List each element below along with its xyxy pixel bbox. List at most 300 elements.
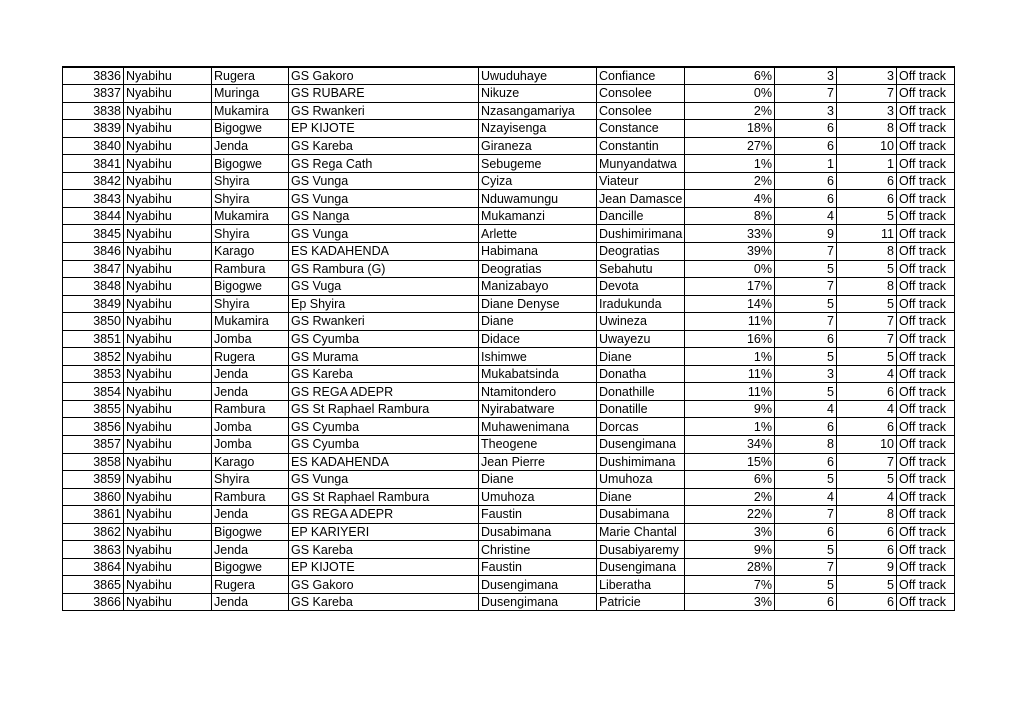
cell-sector: Jomba [212,435,289,453]
cell-status: Off track [897,85,955,103]
table-row [63,313,955,331]
cell-sector: Jomba [212,330,289,348]
table-row [63,172,955,190]
cell-count-b: 7 [837,313,897,331]
cell-count-a: 7 [775,506,837,524]
cell-school: GS Vunga [289,172,479,190]
cell-first-name: Constantin [597,137,685,155]
cell-row-id: 3850 [63,313,124,331]
cell-status: Off track [897,172,955,190]
cell-school: ES KADAHENDA [289,242,479,260]
cell-percent: 11% [685,365,775,383]
table-row [63,190,955,208]
cell-school: GS Rwankeri [289,313,479,331]
cell-count-a: 4 [775,488,837,506]
cell-first-name: Dusengimana [597,558,685,576]
cell-status: Off track [897,541,955,559]
table-row [63,120,955,138]
cell-count-a: 3 [775,102,837,120]
cell-school: Ep Shyira [289,295,479,313]
cell-percent: 1% [685,418,775,436]
cell-last-name: Diane [479,313,597,331]
table-row [63,471,955,489]
cell-count-a: 5 [775,260,837,278]
cell-last-name: Diane Denyse [479,295,597,313]
cell-first-name: Deogratias [597,242,685,260]
cell-first-name: Dusengimana [597,435,685,453]
table-row [63,225,955,243]
cell-row-id: 3840 [63,137,124,155]
cell-sector: Jenda [212,506,289,524]
cell-status: Off track [897,295,955,313]
cell-school: GS Murama [289,348,479,366]
cell-school: GS Kareba [289,541,479,559]
cell-count-a: 8 [775,435,837,453]
cell-last-name: Nzasangamariya [479,102,597,120]
cell-count-b: 4 [837,488,897,506]
cell-first-name: Dusabimana [597,506,685,524]
cell-status: Off track [897,453,955,471]
cell-district: Nyabihu [124,365,212,383]
cell-count-a: 5 [775,541,837,559]
cell-percent: 18% [685,120,775,138]
cell-percent: 6% [685,67,775,85]
cell-count-b: 6 [837,172,897,190]
table-row [63,330,955,348]
table-row [63,365,955,383]
cell-status: Off track [897,242,955,260]
cell-sector: Rugera [212,67,289,85]
cell-district: Nyabihu [124,593,212,611]
cell-district: Nyabihu [124,102,212,120]
cell-first-name: Donatha [597,365,685,383]
cell-last-name: Mukamanzi [479,207,597,225]
cell-row-id: 3862 [63,523,124,541]
cell-last-name: Dusabimana [479,523,597,541]
cell-last-name: Dusengimana [479,593,597,611]
cell-sector: Shyira [212,190,289,208]
cell-percent: 3% [685,523,775,541]
cell-count-a: 6 [775,137,837,155]
cell-percent: 34% [685,435,775,453]
table-row [63,488,955,506]
cell-count-b: 6 [837,523,897,541]
cell-row-id: 3848 [63,278,124,296]
table-row [63,295,955,313]
data-table [62,66,955,611]
cell-percent: 4% [685,190,775,208]
cell-district: Nyabihu [124,400,212,418]
cell-first-name: Donatille [597,400,685,418]
cell-sector: Mukamira [212,102,289,120]
cell-first-name: Dusabiyaremy [597,541,685,559]
cell-district: Nyabihu [124,418,212,436]
cell-count-b: 8 [837,120,897,138]
cell-count-b: 10 [837,435,897,453]
cell-row-id: 3857 [63,435,124,453]
cell-district: Nyabihu [124,260,212,278]
cell-first-name: Sebahutu [597,260,685,278]
cell-count-b: 8 [837,278,897,296]
cell-row-id: 3858 [63,453,124,471]
table-row [63,348,955,366]
cell-percent: 14% [685,295,775,313]
cell-status: Off track [897,435,955,453]
cell-count-a: 3 [775,67,837,85]
spreadsheet-page [62,66,954,611]
cell-school: GS Kareba [289,593,479,611]
cell-row-id: 3853 [63,365,124,383]
cell-last-name: Theogene [479,435,597,453]
cell-sector: Muringa [212,85,289,103]
table-row [63,278,955,296]
cell-percent: 2% [685,488,775,506]
cell-count-a: 6 [775,453,837,471]
cell-district: Nyabihu [124,330,212,348]
cell-status: Off track [897,523,955,541]
cell-count-a: 4 [775,400,837,418]
cell-count-a: 5 [775,383,837,401]
cell-last-name: Ntamitondero [479,383,597,401]
cell-row-id: 3861 [63,506,124,524]
cell-school: GS Gakoro [289,67,479,85]
cell-sector: Bigogwe [212,155,289,173]
cell-status: Off track [897,471,955,489]
table-row [63,576,955,594]
cell-last-name: Christine [479,541,597,559]
cell-school: GS REGA ADEPR [289,383,479,401]
cell-first-name: Munyandatwa [597,155,685,173]
cell-last-name: Giraneza [479,137,597,155]
cell-district: Nyabihu [124,295,212,313]
cell-status: Off track [897,488,955,506]
cell-first-name: Uwineza [597,313,685,331]
cell-school: GS Rambura (G) [289,260,479,278]
cell-count-b: 6 [837,593,897,611]
cell-last-name: Habimana [479,242,597,260]
cell-row-id: 3865 [63,576,124,594]
cell-last-name: Nikuze [479,85,597,103]
cell-status: Off track [897,365,955,383]
cell-school: GS Vunga [289,225,479,243]
table-row [63,558,955,576]
table-row [63,137,955,155]
cell-count-b: 11 [837,225,897,243]
cell-status: Off track [897,313,955,331]
cell-status: Off track [897,207,955,225]
cell-sector: Shyira [212,172,289,190]
table-row [63,541,955,559]
cell-first-name: Devota [597,278,685,296]
cell-school: GS Cyumba [289,418,479,436]
cell-row-id: 3856 [63,418,124,436]
table-row [63,67,955,85]
cell-school: GS REGA ADEPR [289,506,479,524]
cell-first-name: Diane [597,488,685,506]
cell-count-a: 5 [775,295,837,313]
cell-count-b: 8 [837,242,897,260]
cell-count-a: 7 [775,242,837,260]
cell-first-name: Dancille [597,207,685,225]
cell-sector: Shyira [212,225,289,243]
cell-school: GS RUBARE [289,85,479,103]
cell-percent: 27% [685,137,775,155]
cell-district: Nyabihu [124,541,212,559]
cell-sector: Rugera [212,576,289,594]
cell-percent: 9% [685,541,775,559]
cell-percent: 2% [685,102,775,120]
cell-count-a: 5 [775,576,837,594]
cell-last-name: Uwuduhaye [479,67,597,85]
cell-sector: Bigogwe [212,523,289,541]
cell-count-b: 6 [837,383,897,401]
cell-school: ES KADAHENDA [289,453,479,471]
cell-district: Nyabihu [124,435,212,453]
cell-percent: 11% [685,313,775,331]
cell-sector: Jomba [212,418,289,436]
cell-percent: 15% [685,453,775,471]
cell-count-b: 6 [837,541,897,559]
cell-school: EP KIJOTE [289,120,479,138]
cell-count-b: 1 [837,155,897,173]
cell-district: Nyabihu [124,471,212,489]
cell-count-b: 8 [837,506,897,524]
cell-district: Nyabihu [124,506,212,524]
cell-percent: 8% [685,207,775,225]
cell-district: Nyabihu [124,453,212,471]
cell-district: Nyabihu [124,523,212,541]
cell-sector: Bigogwe [212,278,289,296]
cell-percent: 1% [685,348,775,366]
cell-count-b: 7 [837,453,897,471]
cell-count-b: 6 [837,190,897,208]
cell-count-b: 5 [837,295,897,313]
cell-school: EP KIJOTE [289,558,479,576]
table-row [63,207,955,225]
cell-first-name: Consolee [597,85,685,103]
cell-school: GS Nanga [289,207,479,225]
cell-sector: Rambura [212,260,289,278]
cell-first-name: Donathille [597,383,685,401]
cell-school: GS Vuga [289,278,479,296]
cell-last-name: Deogratias [479,260,597,278]
cell-sector: Karago [212,453,289,471]
cell-count-b: 5 [837,576,897,594]
cell-status: Off track [897,155,955,173]
cell-district: Nyabihu [124,225,212,243]
cell-count-a: 6 [775,593,837,611]
cell-row-id: 3847 [63,260,124,278]
cell-sector: Karago [212,242,289,260]
cell-count-b: 10 [837,137,897,155]
cell-district: Nyabihu [124,67,212,85]
cell-district: Nyabihu [124,85,212,103]
cell-count-a: 6 [775,120,837,138]
cell-last-name: Nduwamungu [479,190,597,208]
cell-count-a: 3 [775,365,837,383]
cell-count-a: 6 [775,418,837,436]
cell-sector: Jenda [212,365,289,383]
cell-count-b: 6 [837,418,897,436]
cell-percent: 16% [685,330,775,348]
cell-row-id: 3851 [63,330,124,348]
table-body [63,67,955,611]
cell-district: Nyabihu [124,383,212,401]
cell-sector: Rambura [212,400,289,418]
cell-last-name: Faustin [479,506,597,524]
cell-school: GS St Raphael Rambura [289,488,479,506]
cell-row-id: 3836 [63,67,124,85]
cell-school: GS St Raphael Rambura [289,400,479,418]
cell-count-a: 5 [775,471,837,489]
cell-last-name: Manizabayo [479,278,597,296]
cell-percent: 7% [685,576,775,594]
table-row [63,102,955,120]
cell-percent: 11% [685,383,775,401]
cell-row-id: 3849 [63,295,124,313]
cell-school: GS Vunga [289,471,479,489]
cell-first-name: Umuhoza [597,471,685,489]
cell-district: Nyabihu [124,137,212,155]
cell-count-a: 1 [775,155,837,173]
cell-last-name: Nyirabatware [479,400,597,418]
cell-count-a: 7 [775,313,837,331]
cell-last-name: Ishimwe [479,348,597,366]
cell-status: Off track [897,383,955,401]
cell-sector: Shyira [212,471,289,489]
cell-district: Nyabihu [124,488,212,506]
cell-percent: 33% [685,225,775,243]
cell-percent: 0% [685,260,775,278]
cell-percent: 2% [685,172,775,190]
cell-status: Off track [897,260,955,278]
cell-first-name: Uwayezu [597,330,685,348]
cell-last-name: Diane [479,471,597,489]
cell-row-id: 3837 [63,85,124,103]
cell-district: Nyabihu [124,278,212,296]
cell-row-id: 3839 [63,120,124,138]
cell-sector: Bigogwe [212,558,289,576]
cell-percent: 1% [685,155,775,173]
cell-count-a: 7 [775,278,837,296]
table-row [63,400,955,418]
cell-row-id: 3854 [63,383,124,401]
cell-last-name: Nzayisenga [479,120,597,138]
cell-status: Off track [897,102,955,120]
table-row [63,85,955,103]
cell-sector: Jenda [212,137,289,155]
cell-last-name: Jean Pierre [479,453,597,471]
cell-district: Nyabihu [124,242,212,260]
cell-district: Nyabihu [124,190,212,208]
cell-row-id: 3860 [63,488,124,506]
cell-row-id: 3846 [63,242,124,260]
cell-status: Off track [897,506,955,524]
table-row [63,418,955,436]
cell-row-id: 3864 [63,558,124,576]
cell-row-id: 3855 [63,400,124,418]
cell-district: Nyabihu [124,313,212,331]
cell-school: GS Cyumba [289,435,479,453]
cell-last-name: Faustin [479,558,597,576]
cell-school: GS Vunga [289,190,479,208]
cell-district: Nyabihu [124,348,212,366]
cell-row-id: 3838 [63,102,124,120]
cell-count-a: 6 [775,190,837,208]
cell-last-name: Muhawenimana [479,418,597,436]
cell-first-name: Dushimirimana [597,225,685,243]
cell-status: Off track [897,225,955,243]
cell-sector: Mukamira [212,207,289,225]
table-row [63,435,955,453]
cell-percent: 22% [685,506,775,524]
cell-percent: 28% [685,558,775,576]
cell-percent: 0% [685,85,775,103]
cell-school: GS Cyumba [289,330,479,348]
cell-row-id: 3866 [63,593,124,611]
cell-row-id: 3844 [63,207,124,225]
cell-school: GS Rwankeri [289,102,479,120]
cell-district: Nyabihu [124,155,212,173]
cell-sector: Mukamira [212,313,289,331]
cell-last-name: Sebugeme [479,155,597,173]
cell-status: Off track [897,400,955,418]
cell-first-name: Dorcas [597,418,685,436]
cell-status: Off track [897,190,955,208]
cell-count-a: 7 [775,558,837,576]
cell-status: Off track [897,67,955,85]
cell-status: Off track [897,278,955,296]
cell-count-b: 4 [837,365,897,383]
cell-count-a: 4 [775,207,837,225]
cell-sector: Jenda [212,383,289,401]
cell-sector: Jenda [212,541,289,559]
cell-sector: Jenda [212,593,289,611]
cell-count-b: 7 [837,85,897,103]
cell-status: Off track [897,137,955,155]
cell-sector: Rambura [212,488,289,506]
cell-percent: 39% [685,242,775,260]
cell-count-a: 6 [775,172,837,190]
table-row [63,506,955,524]
cell-count-b: 5 [837,260,897,278]
cell-count-b: 5 [837,348,897,366]
table-row [63,453,955,471]
cell-first-name: Jean Damasce [597,190,685,208]
cell-count-b: 4 [837,400,897,418]
cell-sector: Rugera [212,348,289,366]
cell-school: GS Rega Cath [289,155,479,173]
cell-district: Nyabihu [124,120,212,138]
cell-row-id: 3859 [63,471,124,489]
cell-count-b: 5 [837,207,897,225]
cell-count-a: 7 [775,85,837,103]
cell-district: Nyabihu [124,172,212,190]
cell-row-id: 3843 [63,190,124,208]
cell-first-name: Marie Chantal [597,523,685,541]
cell-last-name: Umuhoza [479,488,597,506]
cell-school: EP KARIYERI [289,523,479,541]
cell-first-name: Dushimimana [597,453,685,471]
cell-first-name: Viateur [597,172,685,190]
cell-count-b: 5 [837,471,897,489]
cell-count-a: 6 [775,523,837,541]
cell-count-b: 3 [837,67,897,85]
cell-count-a: 9 [775,225,837,243]
cell-status: Off track [897,576,955,594]
cell-last-name: Mukabatsinda [479,365,597,383]
cell-first-name: Confiance [597,67,685,85]
